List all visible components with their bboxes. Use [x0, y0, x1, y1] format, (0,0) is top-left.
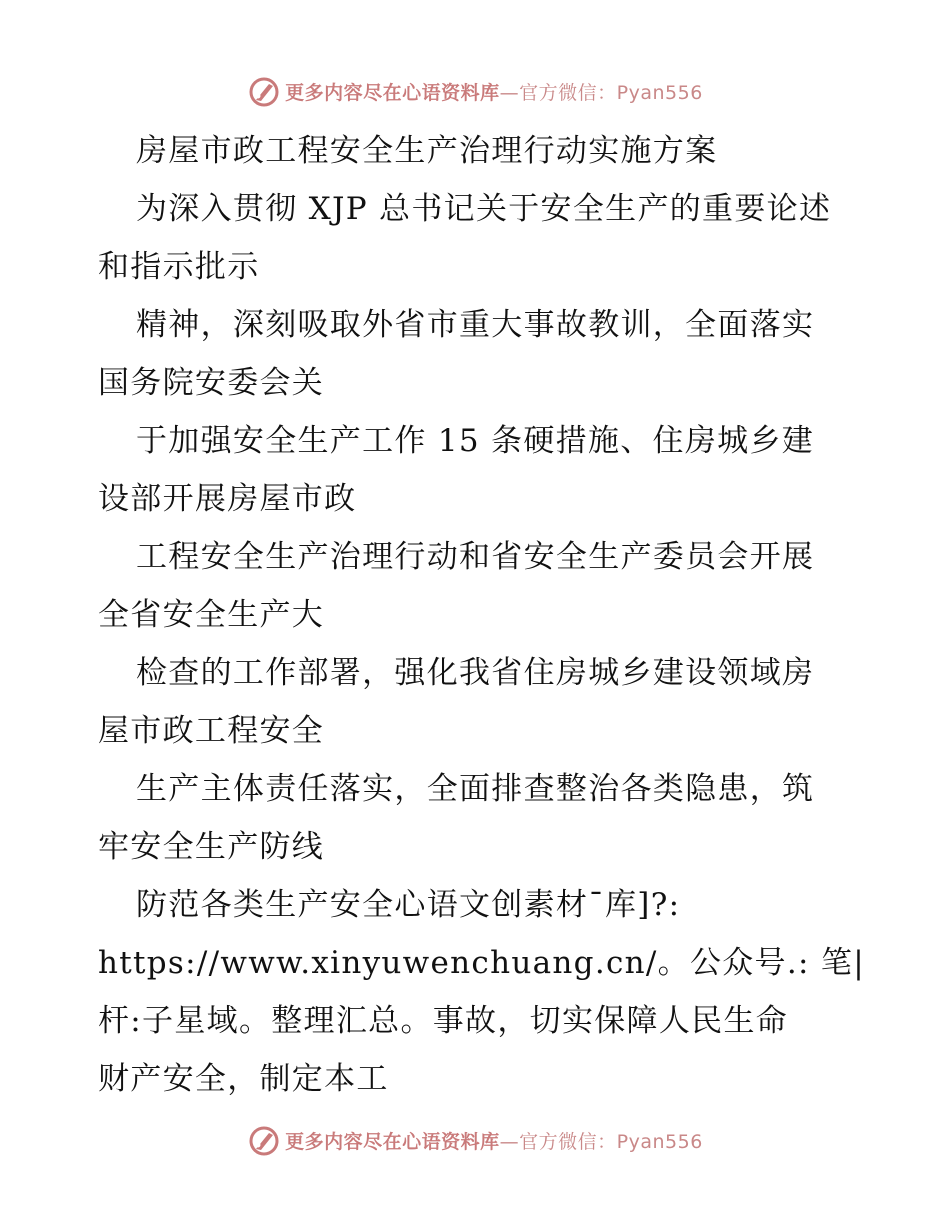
paragraph-line: 于加强安全生产工作 15 条硬措施、住房城乡建 — [136, 423, 815, 459]
paragraph-line: 财产安全，制定本工 — [98, 1061, 389, 1097]
pen-logo-icon — [247, 74, 281, 108]
footer-watermark — [0, 1120, 950, 1160]
header-watermark — [0, 71, 950, 111]
paragraph-line: 工程安全生产治理行动和省安全生产委员会开展 — [136, 539, 815, 575]
paragraph-line: 杆:子星域。整理汇总。事故，切实保障人民生命 — [98, 1003, 789, 1039]
paragraph-line: 全省安全生产大 — [98, 597, 325, 633]
document-title: 房屋市政工程安全生产治理行动实施方案 — [136, 133, 718, 169]
paragraph-line: 检查的工作部署，强化我省住房城乡建设领域房 — [136, 655, 815, 691]
watermark-text: 更多内容尽在心语资料库—官方微信：Pyan556 — [285, 1130, 703, 1153]
pen-logo-icon — [247, 1123, 281, 1157]
paragraph-line: 和指示批示 — [98, 249, 260, 285]
watermark-text: 更多内容尽在心语资料库—官方微信：Pyan556 — [285, 81, 703, 104]
paragraph-line: 防范各类生产安全心语文创素材¯库]?: — [136, 887, 681, 923]
document-body — [98, 122, 865, 1108]
paragraph-line: 屋市政工程安全 — [98, 713, 325, 749]
paragraph-line: 国务院安委会关 — [98, 365, 325, 401]
paragraph-line: 为深入贯彻 XJP 总书记关于安全生产的重要论述 — [136, 191, 832, 227]
paragraph-line: 设部开展房屋市政 — [98, 481, 357, 517]
paragraph-line: https://www.xinyuwenchuang.cn/。公众号.: 笔| — [98, 945, 865, 981]
paragraph-line: 生产主体责任落实，全面排查整治各类隐患，筑 — [136, 771, 815, 807]
paragraph-line: 牢安全生产防线 — [98, 829, 325, 865]
paragraph-line: 精神，深刻吸取外省市重大事故教训，全面落实 — [136, 307, 815, 343]
